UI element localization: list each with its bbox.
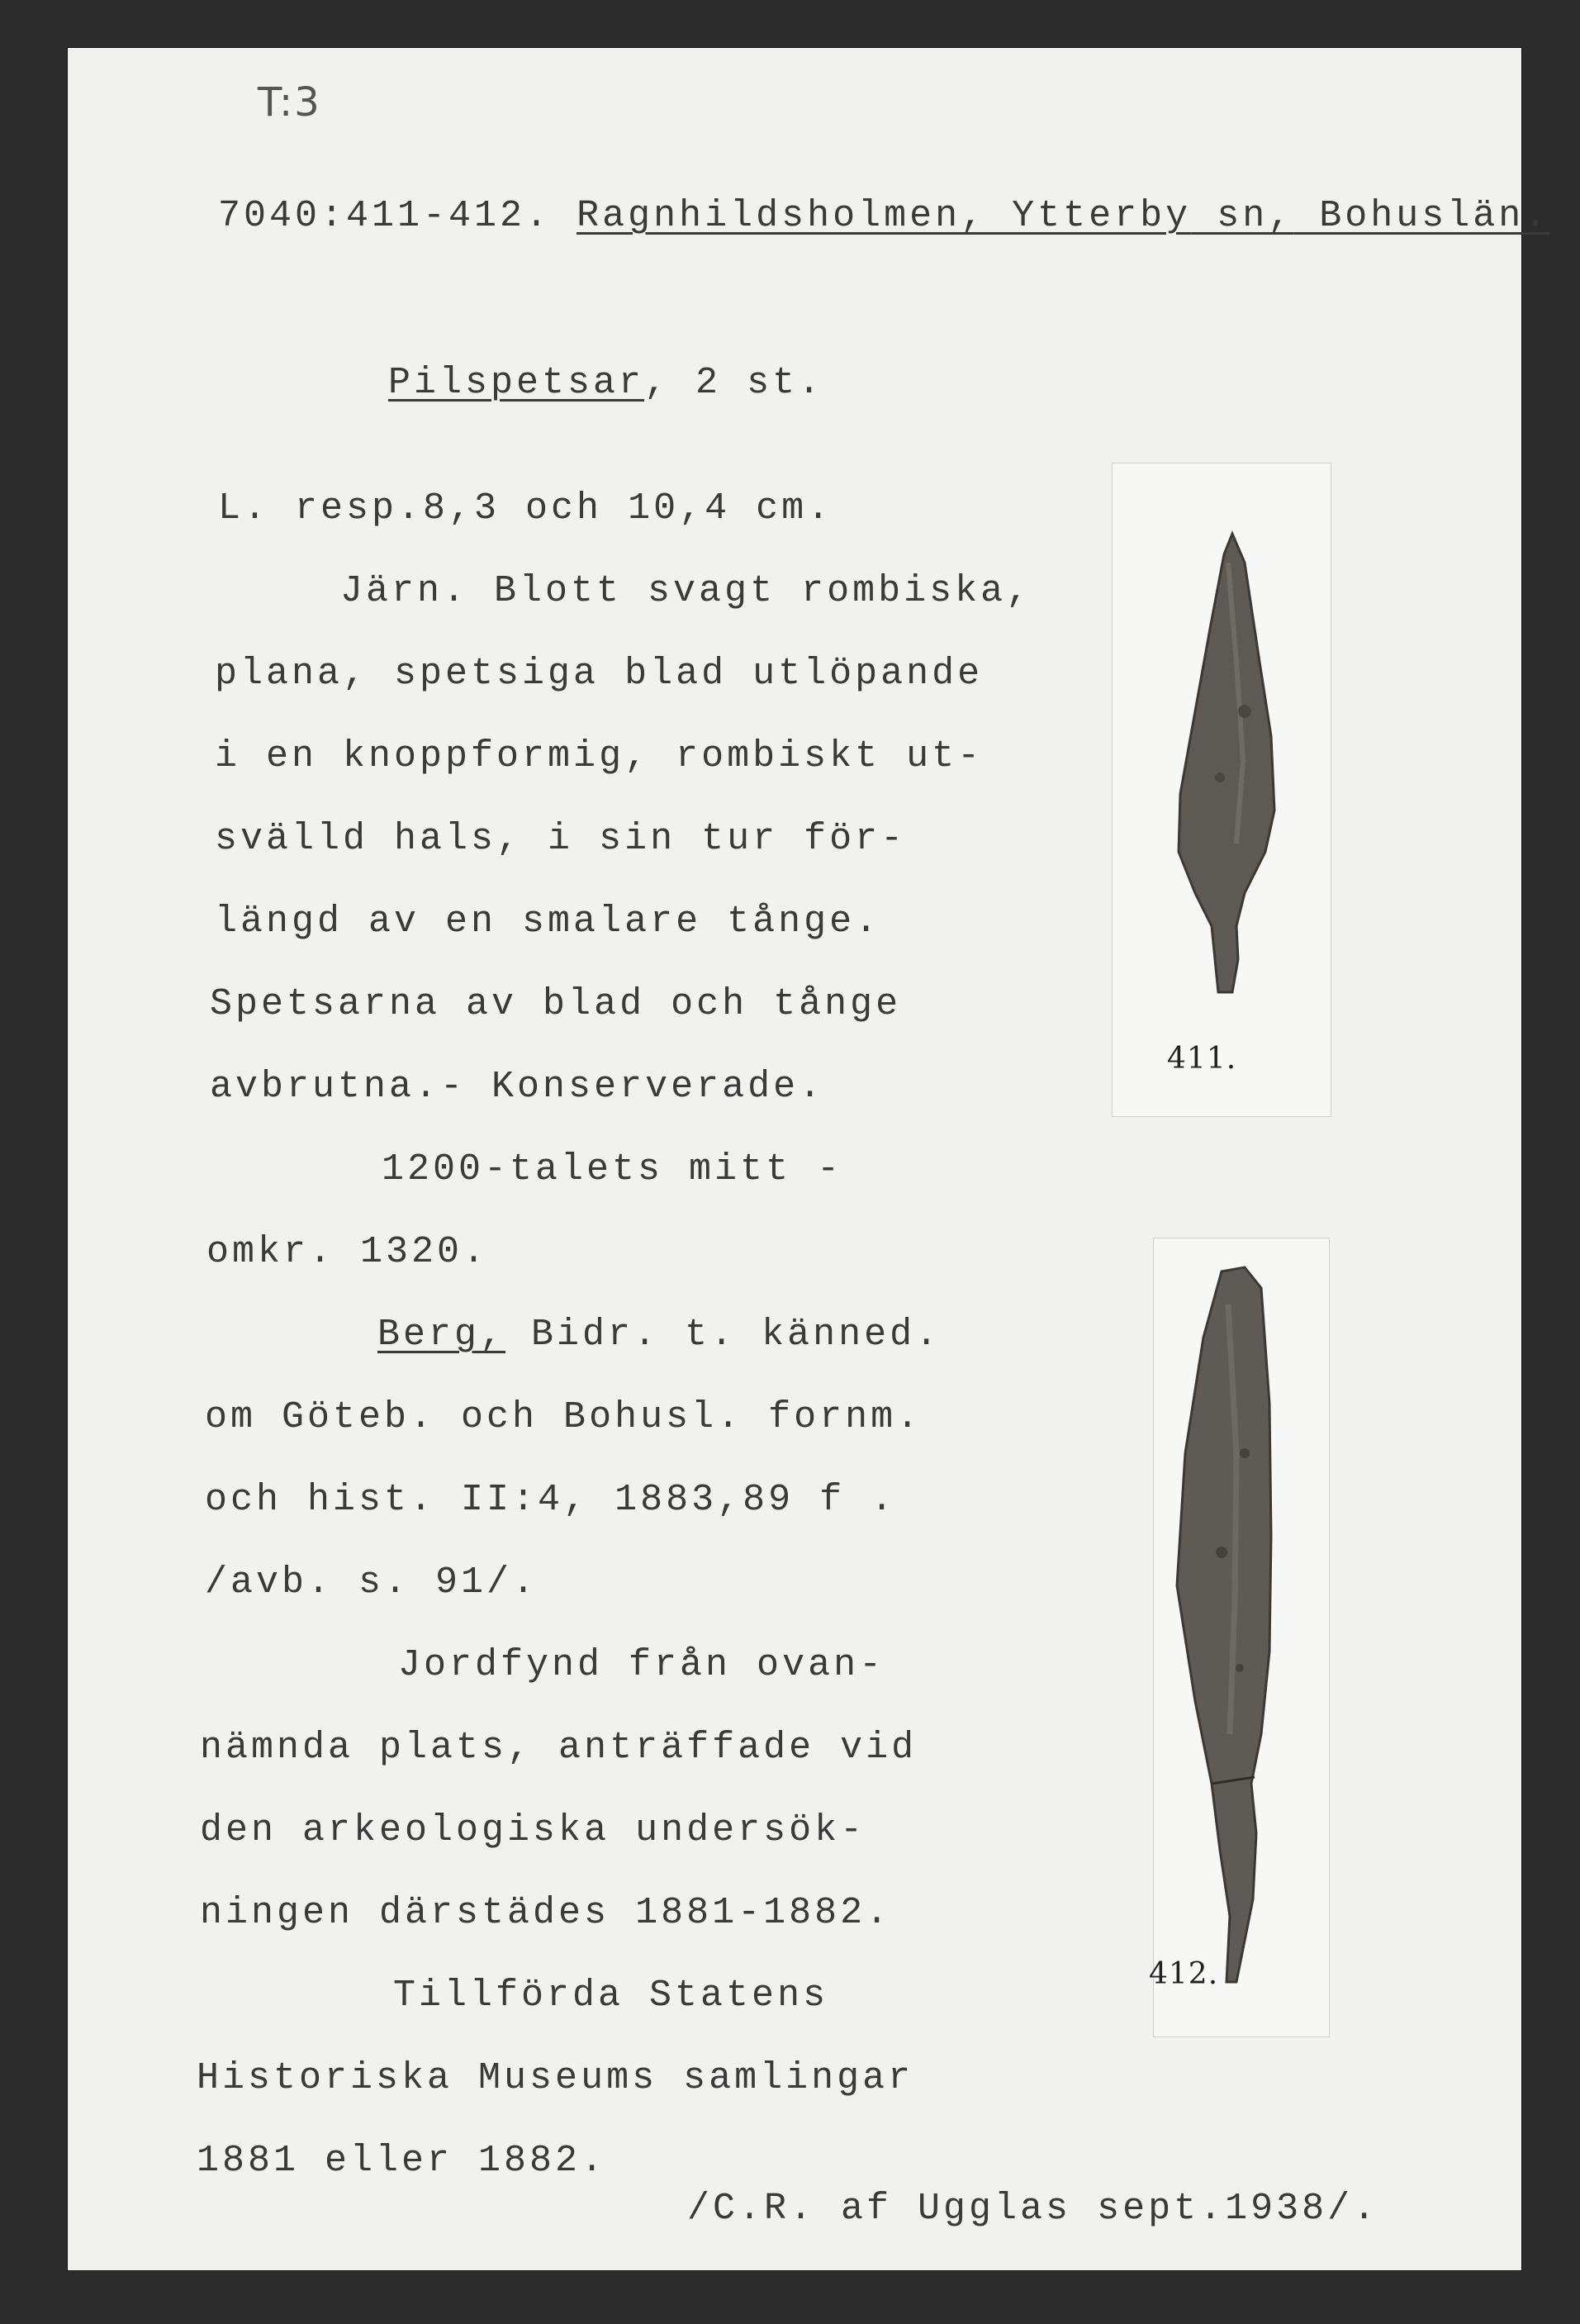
text-line: Spetsarna av blad och tånge [210,983,902,1025]
reference-author: Berg, [377,1314,506,1356]
reference-line [377,1314,941,1356]
text-line: längd av en smalare tånge. [215,901,881,943]
text-line: och hist. II:4, 1883,89 f . [205,1479,897,1521]
text-line: nämnda plats, anträffade vid [200,1727,918,1769]
object-title: Pilspetsar [388,362,645,404]
text-line: avbrutna.- Konserverade. [210,1066,825,1108]
text-line: Historiska Museums samlingar [197,2057,914,2099]
text-line: ningen därstädes 1881-1882. [200,1892,892,1934]
object-count: , 2 st. [644,362,824,404]
arrowhead-411-image [1113,463,1331,1116]
signature: /C.R. af Ugglas sept.1938/. [687,2188,1379,2230]
text-line: plana, spetsiga blad utlöpande [215,653,984,695]
photo-arrowhead-411 [1112,463,1331,1117]
parish-abbrev: sn, [1191,195,1294,237]
catalog-card [68,48,1550,2270]
find-place: Ragnhildsholmen, Ytterby [576,195,1192,237]
text-line: svälld hals, i sin tur för- [215,818,907,860]
arrowhead-412-image [1154,1238,1329,2036]
card-marker: T:3 [258,79,321,126]
photo-arrowhead-412 [1149,1238,1330,2037]
text-line: 1881 eller 1882. [197,2140,607,2182]
photo-label-411: 411. [1167,1042,1237,1076]
dating-line: omkr. 1320. [206,1231,489,1273]
text-line: om Göteb. och Bohusl. fornm. [205,1396,923,1438]
text-line: Tillförda Statens [393,1975,829,2017]
text-line: i en knoppformig, rombiskt ut- [215,735,984,777]
card-header [218,195,1549,237]
text-line: Jordfynd från ovan- [398,1644,885,1686]
region-name: Bohuslän. [1293,195,1550,237]
reference-title: Bidr. t. känned. [531,1314,942,1356]
catalog-number: 7040:411-412. [218,195,552,237]
text-line: den arkeologiska undersök- [200,1809,866,1851]
text-line: Järn. Blott svagt rombiska, [340,570,1032,612]
dating-line: 1200-talets mitt - [382,1148,843,1191]
text-line: L. resp.8,3 och 10,4 cm. [218,487,833,530]
text-line: /avb. s. 91/. [205,1561,539,1604]
object-heading [388,362,823,404]
photo-label-412: 412. [1149,1957,1219,1991]
